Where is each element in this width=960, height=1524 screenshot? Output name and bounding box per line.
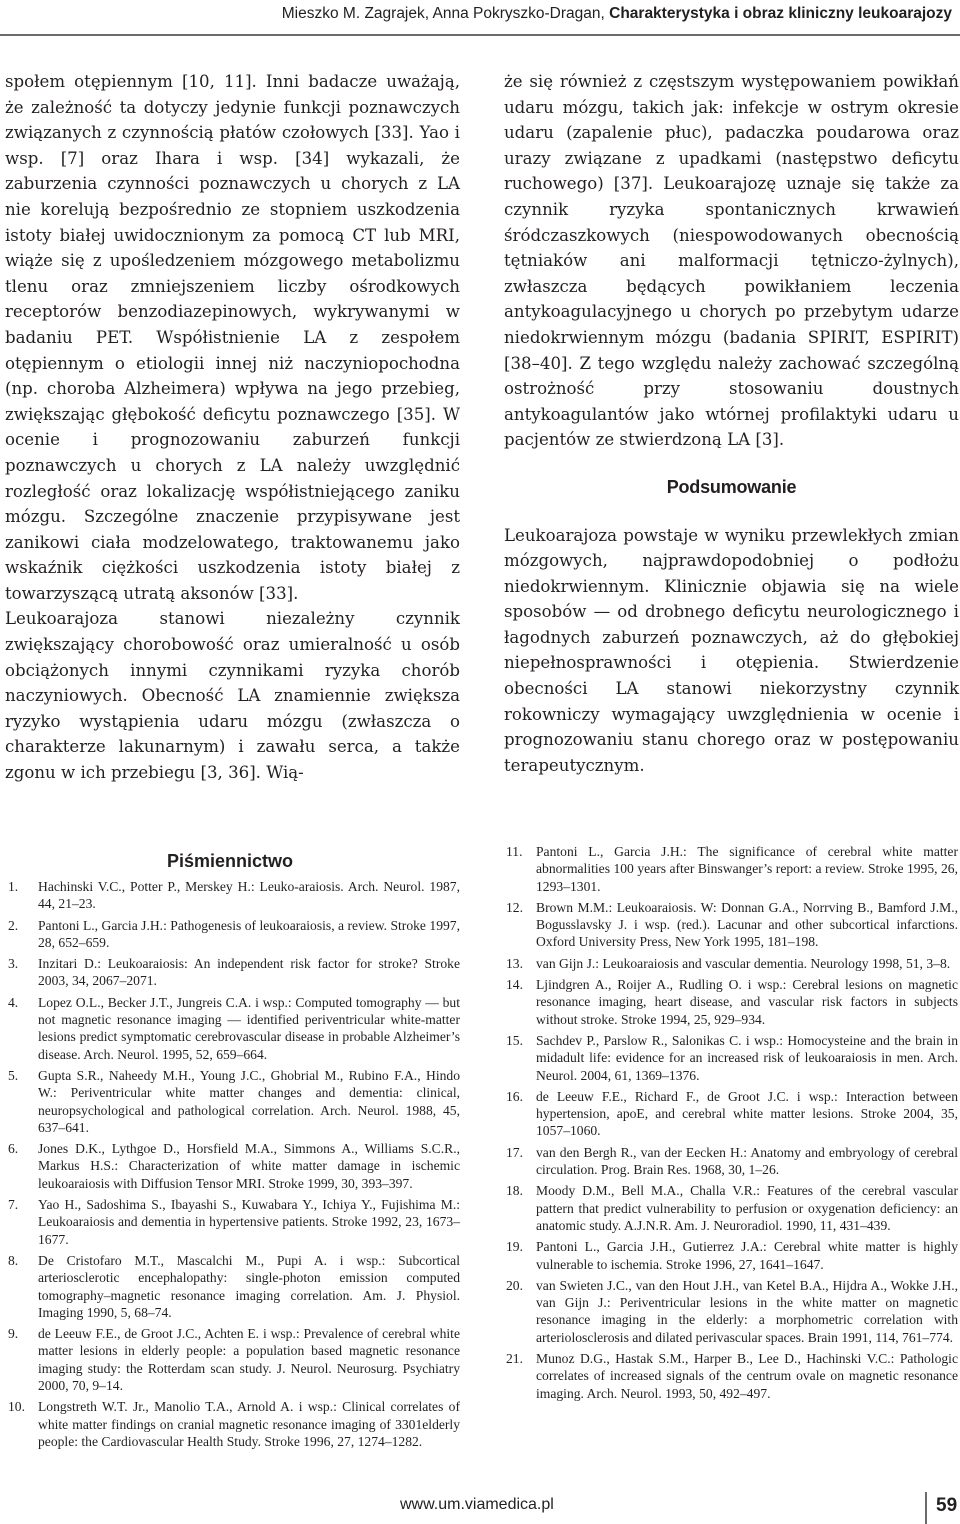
references-left-list bbox=[8, 878, 460, 1454]
right-paragraph-1: że się również z częstszym występowaniem powikłań udaru mózgu, takich jak: infekcje w ostrym okresie udaru (zapalenie płuc), padaczka poudarowa oraz urazy związane z upadkami (następstwo deficytu ruchowego) [37]. Leukoarajozę uznaje się także za czynnik ryzyka spontanicznych krwawień śródczaszkowych (niespowodowanych obecnością tętniaków ani malformacji tętniczo-żylnych), zwłaszcza będących powikłaniem leczenia antykoagulacyjnego u chorych po przebytym udarze niedokrwiennym mózgu (badania SPIRIT, ESPIRIT) [38–40]. Z tego względu należy zachować szczególną ostrożność przy stosowaniu doustnych antykoagulantów jako wtórnej profilaktyki udaru u pacjentów ze stwierdzoną LA [3]. bbox=[504, 72, 959, 450]
reference-number: 1. bbox=[8, 879, 19, 894]
reference-text: Gupta S.R., Naheedy M.H., Young J.C., Ghobrial M., Rubino F.A., Hindo W.: Periventricular white matter changes and dementia: clinical, neuropsychological and pathological correlation. Arch. Neurol. 1988, 45, 637–641. bbox=[38, 1067, 460, 1135]
reference-text: Longstreth W.T. Jr., Manolio T.A., Arnold A. i wsp.: Clinical correlates of white matter findings on cranial magnetic resonance imaging of 3301elderly people: the Cardiovascular Health Study. Stroke 1996, 27, 1274–1282. bbox=[38, 1399, 460, 1449]
reference-number: 20. bbox=[506, 1277, 523, 1293]
reference-text: van Gijn J.: Leukoaraiosis and vascular dementia. Neurology 1998, 51, 3–8. bbox=[536, 955, 951, 971]
reference-number: 7. bbox=[8, 1197, 19, 1213]
header-rule bbox=[0, 34, 960, 36]
reference-item bbox=[506, 955, 958, 972]
header-title: Charakterystyka i obraz kliniczny leukoarajozy bbox=[609, 5, 952, 22]
reference-item bbox=[506, 1144, 958, 1179]
reference-item bbox=[506, 1350, 958, 1402]
reference-number: 5. bbox=[8, 1067, 19, 1083]
reference-item bbox=[8, 1196, 460, 1248]
left-paragraph-1: społem otępiennym [10, 11]. Inni badacze uważają, że zależność ta dotyczy jedynie funkcji poznawczych związanych z czynnością płatów czołowych [33]. Yao i wsp. [7] oraz Ihara i wsp. [34] wykazali, że zaburzenia czynności poznawczych u chorych z LA nie korelują bezpośrednio ze stopniem uszkodzenia istoty białej uwidocznionym za pomocą CT lub MRI, wiąże się z upośledzeniem mózgowego metabolizmu tlenu oraz zmniejszeniem liczby ośrodkowych receptorów benzodiazepinowych, wykrywanymi w badaniu PET. Współistnienie LA z zespołem otępiennym o etiologii innej niż naczyniopochodna (np. choroba Alzheimera) wpływa na jego przebieg, zwiększając głębokość deficytu poznawczego [35]. W ocenie i prognozowaniu zaburzeń funkcji poznawczych u chorych z LA należy uwzględnić rozległość oraz lokalizację współistniejącego zaniku mózgu. Szczególne znaczenie przypisywane jest zanikowi ciała modzelowatego, traktowanemu jako wskaźnik ciężkości uszkodzenia istoty białej z towarzyszącą utratą aksonów [33]. bbox=[5, 72, 460, 603]
reference-number: 21. bbox=[506, 1351, 523, 1367]
reference-item bbox=[8, 1140, 460, 1192]
reference-number: 9. bbox=[8, 1326, 19, 1342]
reference-text: Pantoni L., Garcia J.H.: The significance of cerebral white matter abnormalities 100 years after Binswanger’s report: a review. Stroke 1995, 26, 1293–1301. bbox=[536, 844, 958, 894]
reference-item bbox=[8, 917, 460, 952]
reference-text: Hachinski V.C., Potter P., Merskey H.: Leuko-araiosis. Arch. Neurol. 1987, 44, 21–23. bbox=[38, 879, 460, 912]
reference-text: Yao H., Sadoshima S., Ibayashi S., Kuwabara Y., Ichiya Y., Fujishima M.: Leukoaraiosis and dementia in hypertensive patients. Stroke 1992, 23, 1673–1677. bbox=[38, 1197, 460, 1247]
reference-number: 10. bbox=[8, 1399, 25, 1415]
reference-item bbox=[506, 1182, 958, 1234]
reference-item bbox=[506, 976, 958, 1028]
left-column bbox=[5, 69, 460, 786]
reference-item bbox=[506, 1238, 958, 1273]
reference-number: 16. bbox=[506, 1088, 523, 1104]
reference-number: 11. bbox=[506, 844, 523, 859]
reference-number: 2. bbox=[8, 917, 19, 933]
footer-rule bbox=[925, 1492, 927, 1524]
reference-number: 8. bbox=[8, 1252, 19, 1268]
reference-item bbox=[8, 1398, 460, 1450]
reference-number: 18. bbox=[506, 1183, 523, 1199]
references-right-list bbox=[506, 843, 958, 1406]
page-number: 59 bbox=[936, 1495, 958, 1516]
reference-number: 6. bbox=[8, 1141, 19, 1157]
references-heading: Piśmiennictwo bbox=[166, 851, 294, 871]
reference-text: Brown M.M.: Leukoaraiosis. W: Donnan G.A., Norrving B., Bamford J.M., Bogusslavsky J. i wsp. (red.). Lacunar and other subcortical infarctions. Oxford University Press, New York 1995, 181–198. bbox=[536, 899, 958, 950]
reference-text: Pantoni L., Garcia J.H., Gutierrez J.A.: Cerebral white matter is highly vulnerable to ischemia. Stroke 1996, 27, 1641–1647. bbox=[536, 1239, 958, 1272]
right-column bbox=[504, 69, 959, 778]
running-header bbox=[0, 0, 960, 40]
reference-item bbox=[8, 955, 460, 990]
reference-number: 3. bbox=[8, 956, 19, 972]
reference-item bbox=[8, 994, 460, 1063]
reference-number: 13. bbox=[506, 955, 523, 971]
footer-url[interactable]: www.um.viamedica.pl bbox=[400, 1496, 554, 1513]
reference-text: Lopez O.L., Becker J.T., Jungreis C.A. i wsp.: Computed tomography — but not magnetic resonance imaging — identified periventricular white-matter lesions predict symptomatic cerebrovascular disease in probable Alzheimer’s disease. Arch. Neurol. 1995, 52, 659–664. bbox=[38, 994, 460, 1062]
reference-number: 12. bbox=[506, 899, 523, 915]
reference-item bbox=[506, 1088, 958, 1140]
reference-item bbox=[506, 1277, 958, 1346]
reference-number: 14. bbox=[506, 977, 523, 993]
reference-text: Sachdev P., Parslow R., Salonikas C. i wsp.: Homocysteine and the brain in midadult life: evidence for an increased risk of leukoaraiosis in men. Arch. Neurol. 2004, 61, 1369–1376. bbox=[536, 1032, 958, 1083]
reference-number: 15. bbox=[506, 1032, 523, 1048]
left-paragraph-2: Leukoarajoza stanowi niezależny czynnik zwiększający chorobowość oraz umieralność u osób obciążonych innymi czynnikami ryzyka chorób naczyniowych. Obecność LA znamiennie zwiększa ryzyko wystąpienia udaru mózgu (zwłaszcza o charakterze lakunarnym) i zawału serca, a także zgonu w ich przebiegu [3, 36]. Wią- bbox=[5, 609, 460, 783]
reference-text: Moody D.M., Bell M.A., Challa V.R.: Features of the cerebral vascular pattern that predict vulnerability to perfusion or oxygenation deficiency: an anatomic study. A.J.N.R. Am. J. Neuroradiol. 1990, 11, 431–439. bbox=[536, 1183, 958, 1233]
reference-text: de Leeuw F.E., Richard F., de Groot J.C. i wsp.: Interaction between hypertension, apoE, and cerebral white matter lesions. Stroke 2004, 35, 1057–1060. bbox=[536, 1088, 958, 1139]
reference-item bbox=[8, 1325, 460, 1394]
reference-item bbox=[8, 878, 460, 913]
reference-text: Ljindgren A., Roijer A., Rudling O. i wsp.: Cerebral lesions on magnetic resonance imaging, heart disease, and vascular risk factors in subjects without stroke. Stroke 1994, 25, 929–934. bbox=[536, 977, 958, 1027]
reference-number: 4. bbox=[8, 994, 19, 1010]
reference-item bbox=[506, 1032, 958, 1084]
reference-item bbox=[8, 1067, 460, 1136]
reference-text: de Leeuw F.E., de Groot J.C., Achten E. i wsp.: Prevalence of cerebral white matter lesions in elderly people: a population based magnetic resonance imaging study: the Rotterdam scan study. J. Neurol. Neurosurg. Psychiatry 2000, 70, 9–14. bbox=[38, 1326, 460, 1394]
reference-number: 17. bbox=[506, 1144, 523, 1160]
reference-text: De Cristofaro M.T., Mascalchi M., Pupi A. i wsp.: Subcortical arteriosclerotic encephalopathy: single-photon emission computed tomography–magnetic resonance imaging correlation. Am. J. Physiol. Imaging 1990, 5, 68–74. bbox=[38, 1252, 460, 1320]
reference-item bbox=[506, 899, 958, 951]
reference-text: Jones D.K., Lythgoe D., Horsfield M.A., Simmons A., Williams S.C.R., Markus H.S.: Characterization of white matter damage in ischemic leukoaraiosis with Diffusion Tensor MRI. Stroke 1999, 30, 393–397. bbox=[38, 1141, 460, 1191]
section-heading-summary: Podsumowanie bbox=[666, 476, 797, 497]
reference-text: Munoz D.G., Hastak S.M., Harper B., Lee D., Hachinski V.C.: Pathologic correlates of increased signals of the centrum ovale on magnetic resonance imaging. Arch. Neurol. 1993, 50, 492–497. bbox=[536, 1351, 958, 1401]
header-text bbox=[282, 5, 952, 23]
reference-text: van Swieten J.C., van den Hout J.H., van Ketel B.A., Hijdra A., Wokke J.H., van Gijn J.: Periventricular lesions in the white matter on magnetic resonance imaging in the elderly: a morphometric correlation with arteriolosclerosis and dilated perivascular spaces. Brain 1991, 114, 761–774. bbox=[536, 1277, 958, 1345]
reference-text: Inzitari D.: Leukoaraiosis: An independent risk factor for stroke? Stroke 2003, 34, 2067–2071. bbox=[38, 956, 460, 989]
reference-text: van den Bergh R., van der Eecken H.: Anatomy and embryology of cerebral circulation. Prog. Brain Res. 1968, 30, 1–26. bbox=[536, 1144, 958, 1178]
reference-item bbox=[8, 1252, 460, 1321]
reference-text: Pantoni L., Garcia J.H.: Pathogenesis of leukoaraiosis, a review. Stroke 1997, 28, 652–659. bbox=[38, 917, 460, 950]
right-paragraph-2: Leukoarajoza powstaje w wyniku przewlekłych zmian mózgowych, najprawdopodobniej o podłożu niedokrwiennym. Klinicznie objawia się na wiele sposobów — od drobnego deficytu neurologicznego i łagodnych zaburzeń poznawczych, aż do głębokiej niepełnosprawności i otępienia. Stwierdzenie obecności LA stanowi niekorzystny czynnik rokowniczy wymagający uwzględnienia w ocenie i prognozowaniu stanu chorego oraz w postępowaniu terapeutycznym. bbox=[504, 525, 959, 775]
header-authors: Mieszko M. Zagrajek, Anna Pokryszko-Dragan, bbox=[281, 5, 610, 22]
reference-item bbox=[506, 843, 958, 895]
reference-number: 19. bbox=[506, 1239, 523, 1255]
